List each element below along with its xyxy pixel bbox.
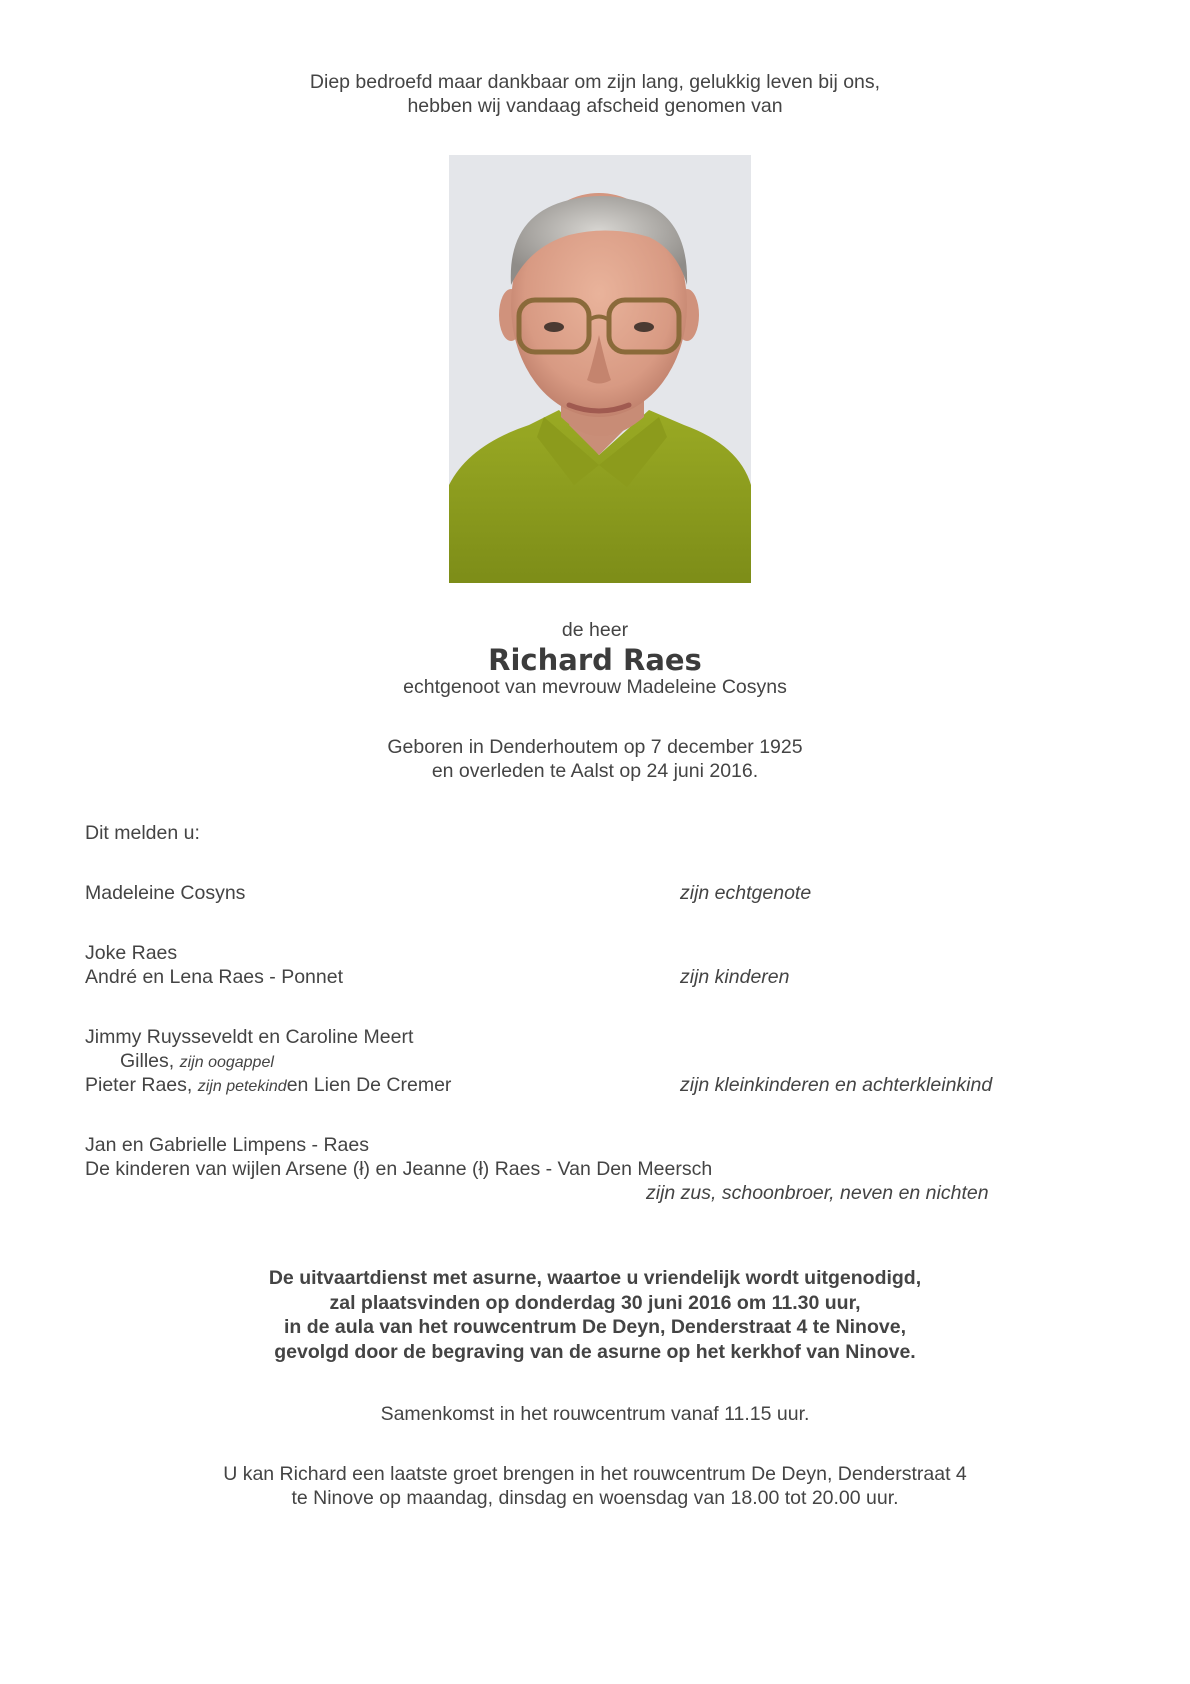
service-line: De uitvaartdienst met asurne, waartoe u vriendelijk wordt uitgenodigd,: [268, 1267, 922, 1289]
family-name: André en Lena Raes - Ponnet: [85, 966, 344, 988]
family-name-godchild: [85, 1073, 451, 1099]
service-line: gevolgd door de begraving van de asurne op het kerkhof van Ninove.: [274, 1340, 916, 1363]
gathering-info: Samenkomst in het rouwcentrum vanaf 11.15 uur.: [380, 1403, 810, 1425]
family-role: zijn kleinkinderen en achterkleinkind: [680, 1074, 993, 1096]
birth-death-dates: [0, 735, 1190, 783]
family-name: De kinderen van wijlen Arsene (ł) en Jeanne (ł) Raes - Van Den Meersch: [85, 1158, 713, 1180]
intro-text: [0, 70, 1190, 118]
portrait-photo: [449, 155, 751, 583]
visitation-info: [0, 1462, 1190, 1510]
family-role: zijn kinderen: [680, 966, 790, 988]
godchild-name: Pieter Raes,: [85, 1074, 193, 1096]
service-line: in de aula van het rouwcentrum De Deyn, Denderstraat 4 te Ninove,: [283, 1316, 906, 1338]
funeral-service-info: [0, 1266, 1190, 1364]
deceased-name: Richard Raes: [488, 643, 702, 677]
grandchild-name: Gilles,: [120, 1050, 175, 1072]
family-name: Jimmy Ruysseveldt en Caroline Meert: [85, 1026, 414, 1048]
announcement-intro: Dit melden u:: [85, 822, 200, 844]
visitation-line: te Ninove op maandag, dinsdag en woensdag van 18.00 tot 20.00 uur.: [291, 1487, 899, 1509]
family-name: Joke Raes: [85, 942, 178, 964]
family-name: Jan en Gabrielle Limpens - Raes: [85, 1134, 369, 1156]
intro-line-2: hebben wij vandaag afscheid genomen van: [407, 95, 783, 117]
family-name-grandchild: [120, 1049, 274, 1075]
family-role: zijn zus, schoonbroer, neven en nichten: [646, 1182, 989, 1204]
family-role: zijn echtgenote: [680, 882, 812, 904]
godchild-partner: en Lien De Cremer: [286, 1074, 452, 1096]
spouse-line: echtgenoot van mevrouw Madeleine Cosyns: [403, 676, 787, 698]
birth-line: Geboren in Denderhoutem op 7 december 1925: [387, 736, 803, 758]
honorific: de heer: [561, 619, 629, 641]
service-line: zal plaatsvinden op donderdag 30 juni 2016 om 11.30 uur,: [329, 1291, 861, 1314]
death-line: en overleden te Aalst op 24 juni 2016.: [431, 760, 759, 782]
visitation-line: U kan Richard een laatste groet brengen in het rouwcentrum De Deyn, Denderstraat 4: [223, 1463, 967, 1485]
godchild-note: zijn petekind: [197, 1078, 287, 1095]
intro-line-1: Diep bedroefd maar dankbaar om zijn lang, gelukkig leven bij ons,: [309, 71, 881, 93]
family-name: Madeleine Cosyns: [85, 882, 246, 904]
grandchild-note: zijn oogappel: [179, 1054, 274, 1071]
